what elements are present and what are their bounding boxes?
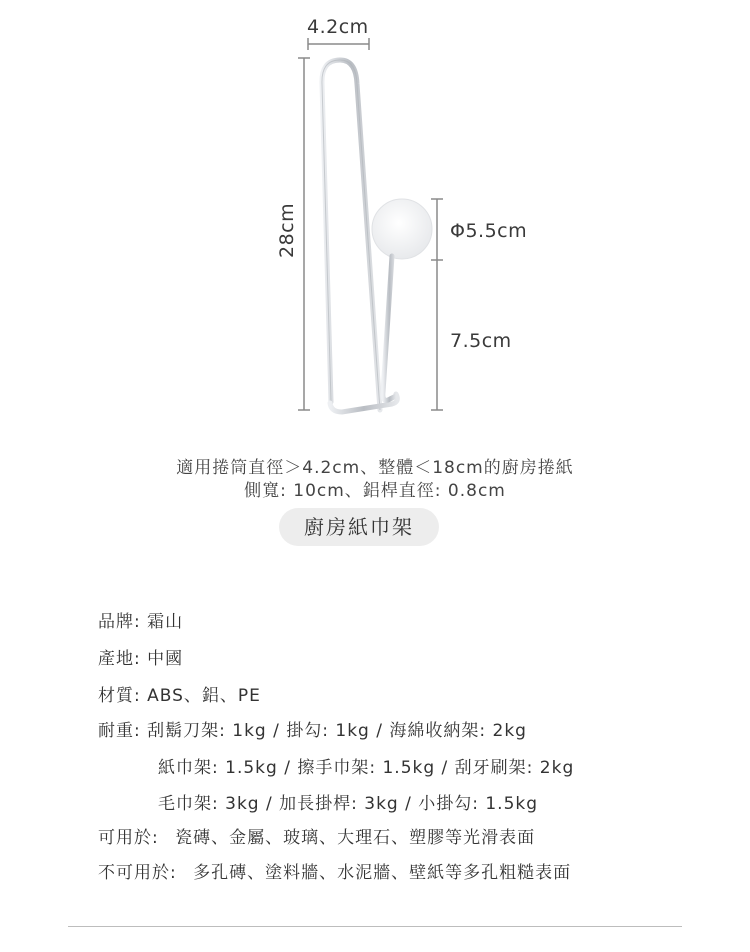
spec-value: 霜山 — [147, 612, 184, 632]
product-tag: 廚房紙巾架 — [279, 508, 439, 546]
spec-label: 耐重: — [98, 721, 141, 741]
spec-label: 不可用於: — [98, 863, 177, 883]
bottom-divider — [68, 926, 682, 927]
width-label: 4.2cm — [307, 16, 369, 38]
spec-load-line-2: 紙巾架: 1.5kg / 擦手巾架: 1.5kg / 刮牙刷架: 2kg — [158, 758, 575, 778]
spec-material — [98, 681, 261, 706]
holder-foot — [330, 394, 397, 412]
spec-label: 可用於: — [98, 828, 159, 848]
right-dimension-line — [431, 199, 443, 410]
size-note: 側寬: 10cm、鋁桿直徑: 0.8cm — [244, 481, 506, 501]
diameter-label: Φ5.5cm — [450, 220, 528, 242]
spec-load-line-3: 毛巾架: 3kg / 加長掛桿: 3kg / 小掛勾: 1.5kg — [158, 794, 539, 814]
spec-label: 品牌: — [98, 612, 141, 632]
paper-towel-holder-rod — [322, 60, 380, 410]
spec-origin — [98, 644, 183, 669]
spec-value: ABS、鋁、PE — [147, 686, 261, 706]
hook-arm — [383, 256, 396, 400]
spec-label: 產地: — [98, 649, 141, 669]
spec-load-line-1: 刮鬍刀架: 1kg / 掛勾: 1kg / 海綿收納架: 2kg — [147, 721, 527, 741]
height-dimension-line — [298, 58, 310, 410]
spec-value: 瓷磚、金屬、玻璃、大理石、塑膠等光滑表面 — [175, 828, 536, 848]
wall-pad — [372, 199, 432, 259]
spec-usable — [98, 823, 535, 848]
depth-label: 7.5cm — [450, 330, 512, 352]
spec-label: 材質: — [98, 686, 141, 706]
compatibility-note: 適用捲筒直徑＞4.2cm、整體＜18cm的廚房捲紙 — [176, 458, 574, 478]
spec-value: 中國 — [147, 649, 184, 669]
product-illustration — [0, 0, 750, 430]
width-dimension-line — [308, 38, 369, 50]
spec-not-usable — [98, 858, 571, 883]
spec-brand — [98, 607, 183, 632]
spec-value: 多孔磚、塗料牆、水泥牆、壁紙等多孔粗糙表面 — [193, 863, 572, 883]
spec-load — [98, 716, 527, 741]
height-label: 28cm — [276, 202, 298, 258]
